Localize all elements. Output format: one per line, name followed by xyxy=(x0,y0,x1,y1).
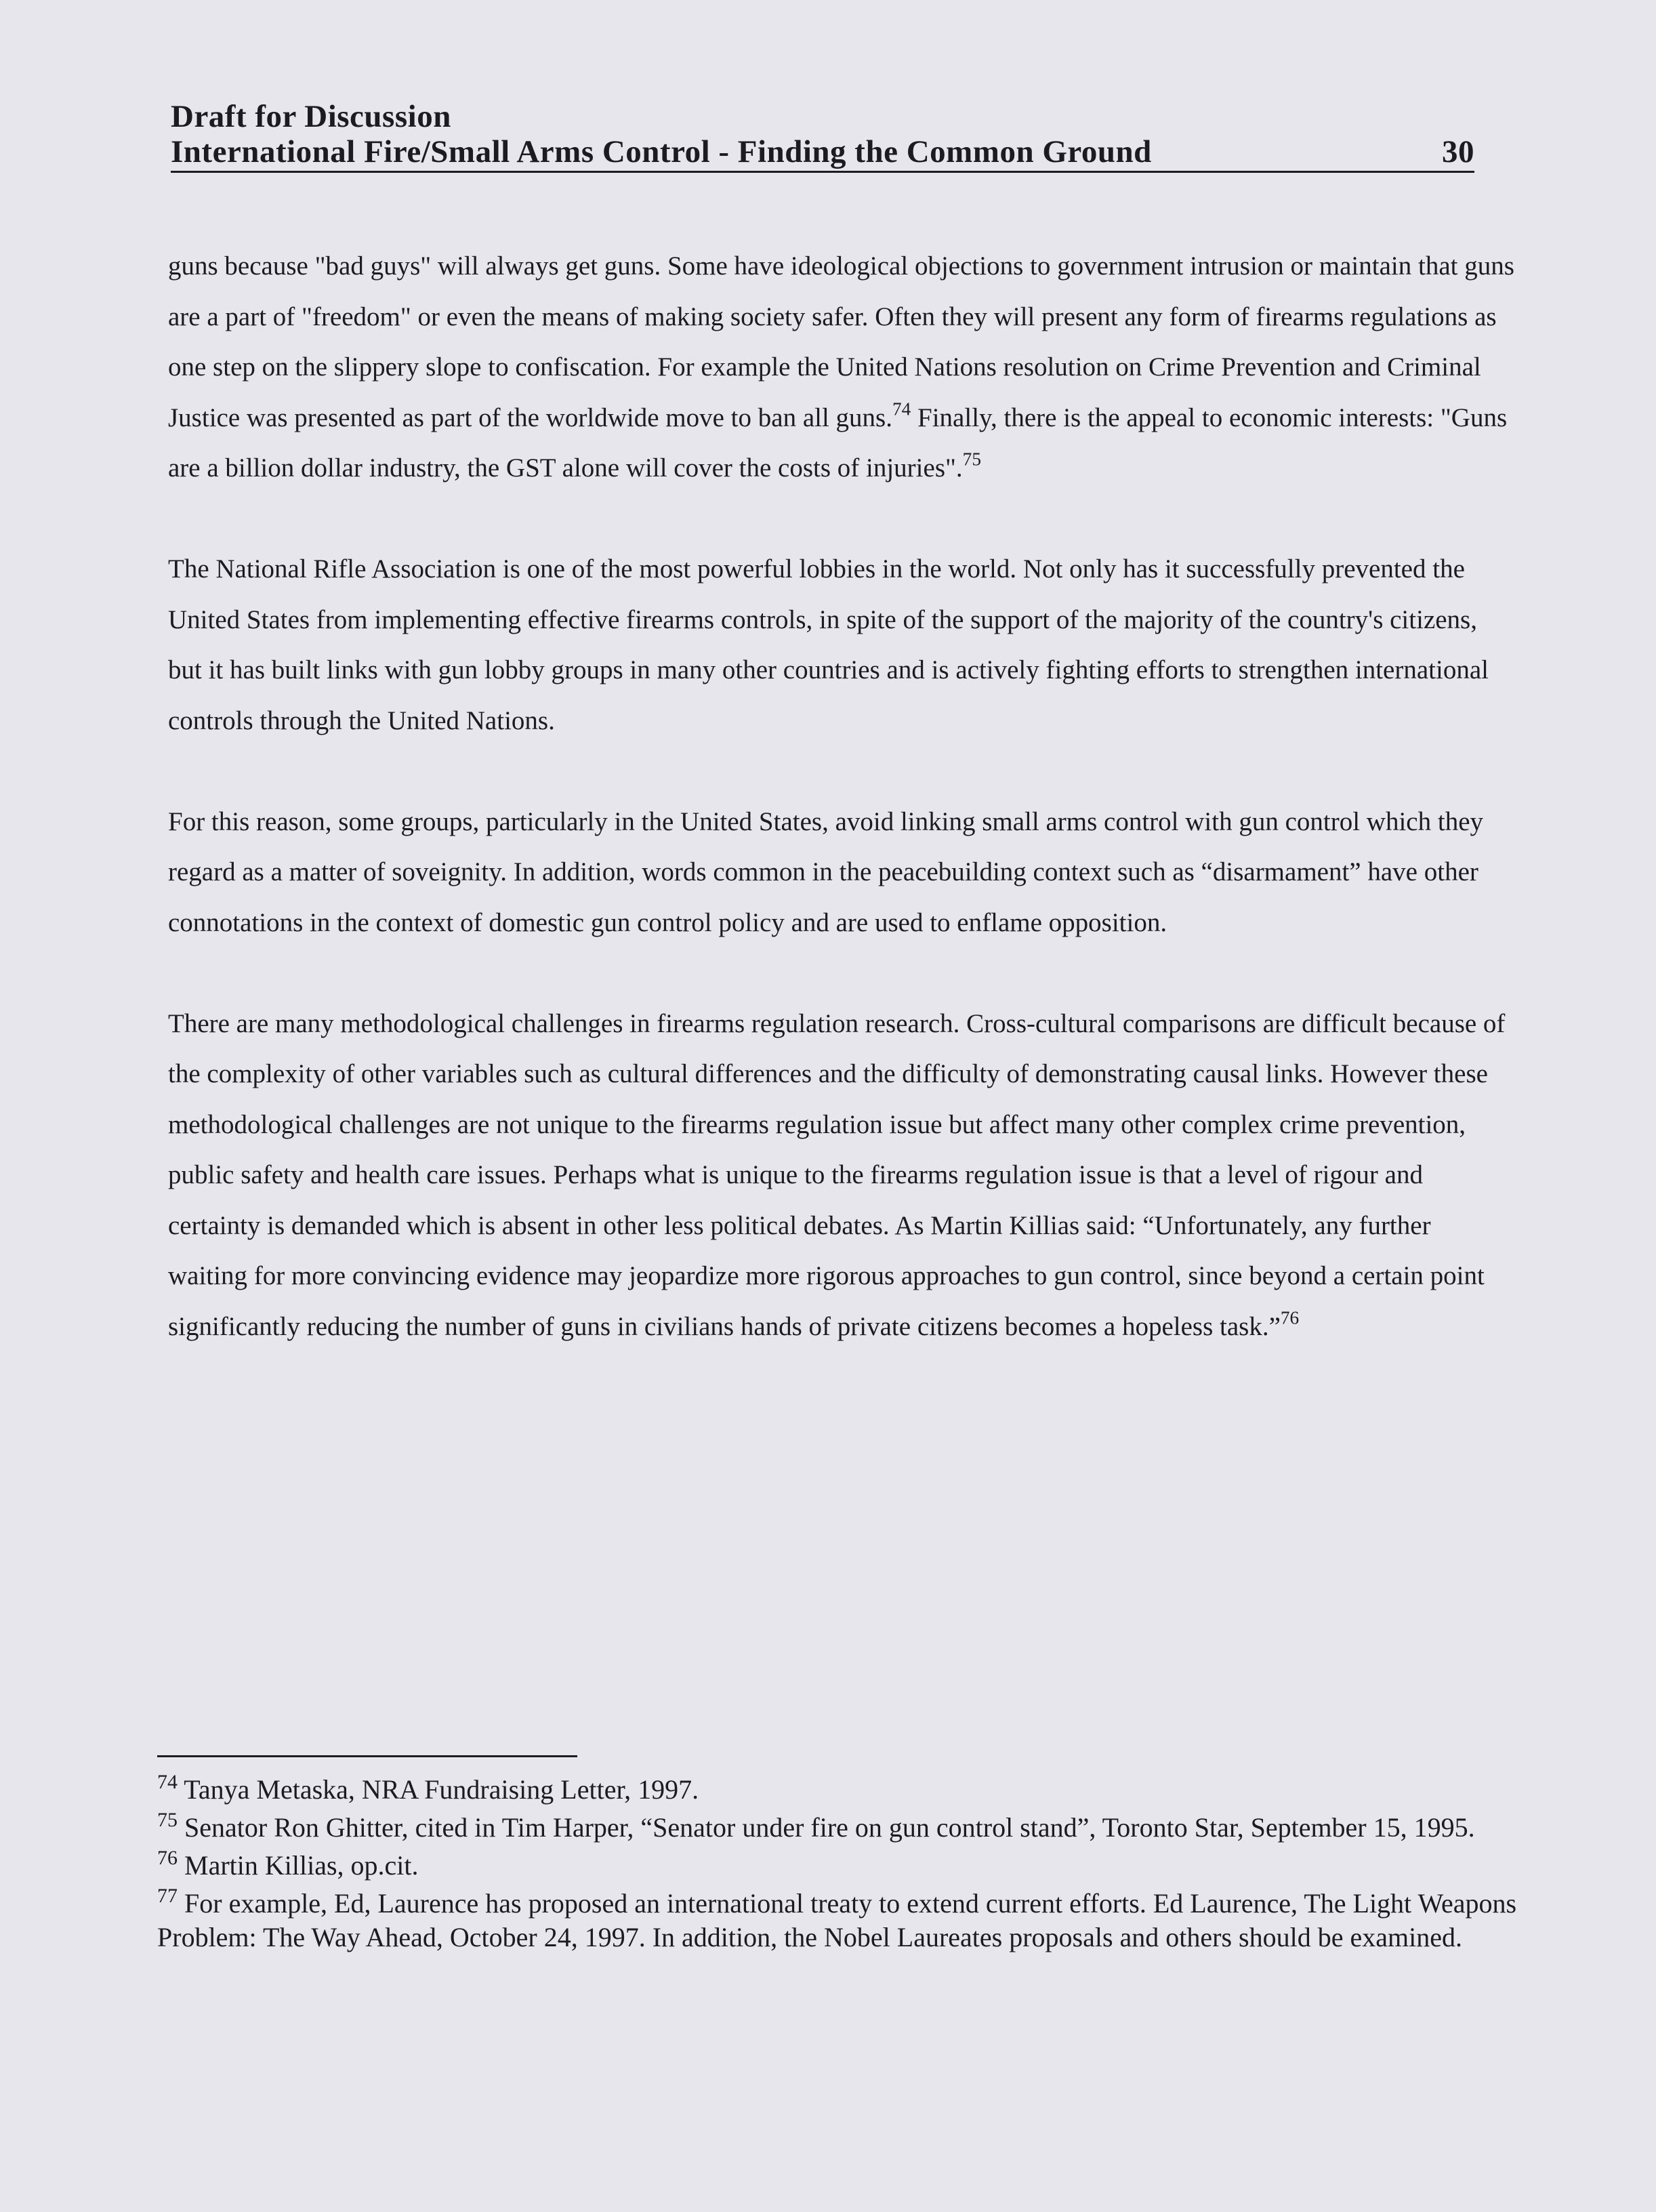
footnotes xyxy=(157,1773,1519,1959)
footnote-ref-76: 76 xyxy=(1280,1307,1300,1328)
paragraph-3: For this reason, some groups, particularly in the United States, avoid linking small arms control with gun control which they regard as a matter of soveignity. In addition, words common in the peacebuilding context such as “disarmament” have other connotations in the context of domestic gun control policy and are used to enflame opposition. xyxy=(168,806,1484,937)
paragraph-2: The National Rifle Association is one of the most powerful lobbies in the world. Not only has it successfully prevented the United States from implementing effective firearms controls, in spite of the support of the majority of the country's citizens, but it has built links with gun lobby groups in many other countries and is actively fighting efforts to strengthen international controls through the United Nations. xyxy=(168,554,1489,735)
footnote-divider xyxy=(157,1755,577,1757)
footnote-75: $^{75}$ Senator Ron Ghitter, cited in Tim Harper, “Senator under fire on gun control stand”, Toronto Star, September 15, 1995. xyxy=(157,1809,1475,1843)
header-title: International Fire/Small Arms Control - Finding the Common Ground xyxy=(171,134,1152,169)
header-title-row xyxy=(171,134,1474,173)
paragraph-1: guns because "bad guys" will always get guns. Some have ideological objections to government intrusion or maintain that guns are a part of "freedom" or even the means of making society safer. Often they will present any form of firearms regulations as one step on the slippery slope to confiscation. For example the United Nations resolution on Crime Prevention and Criminal Justice was presented as part of the worldwide move to ban all guns.$^{74}$ Finally, there is the appeal to economic interests: "Guns are a billion dollar industry, the GST alone will cover the costs of injuries".$^{75}$ xyxy=(168,251,1514,483)
header-draft-label: Draft for Discussion xyxy=(171,99,451,134)
footnote-ref-74: 74 xyxy=(892,398,911,419)
page-number: 30 xyxy=(1442,134,1474,169)
paragraph-4: There are many methodological challenges in firearms regulation research. Cross-cultural comparisons are difficult because of the complexity of other variables such as cultural differences and the difficulty of demonstrating causal links. However these methodological challenges are not unique to the firearms regulation issue but affect many other complex crime prevention, public safety and health care issues. Perhaps what is unique to the firearms regulation issue is that a level of rigour and certainty is demanded which is absent in other less political debates. As Martin Killias said: “Unfortunately, any further waiting for more convincing evidence may jeopardize more rigorous approaches to gun control, since beyond a certain point significantly reducing the number of guns in civilians hands of private citizens becomes a hopeless task.”$^{76}$ xyxy=(168,1008,1506,1341)
footnote-ref-75: 75 xyxy=(962,449,981,470)
footnote-76: $^{76}$ Martin Killias, op.cit. xyxy=(157,1847,419,1881)
page-header xyxy=(171,99,1474,173)
body-text xyxy=(168,241,1516,1403)
footnote-74: $^{74}$ Tanya Metaska, NRA Fundraising Letter, 1997. xyxy=(157,1771,699,1805)
footnote-77: $^{77}$ For example, Ed, Laurence has proposed an international treaty to extend current efforts. Ed Laurence, The Light Weapons Problem: The Way Ahead, October 24, 1997. In addition, the Nobel Laureates proposals and others should be examined. xyxy=(157,1885,1517,1952)
